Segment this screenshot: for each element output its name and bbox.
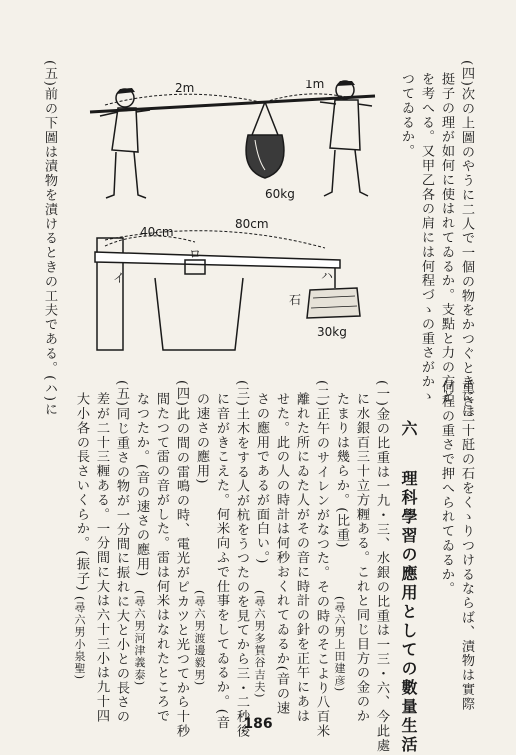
load-bag <box>246 102 284 178</box>
q5-line-1: (五)前の下圖は漬物を漬けるときの工夫である。(ハ)に <box>42 60 57 417</box>
page-number: 186 <box>243 716 273 732</box>
dist-right-label: 1m <box>305 80 325 91</box>
q5-cont-line-1: 重さ三十瓩の石をくゝりつけるならば、漬物は實際 <box>459 380 474 712</box>
item-5-line-3: 大小各の長さいくらか。(振子) <box>74 392 89 592</box>
item-3-source: (尋六男渡邊毅男) <box>193 590 206 687</box>
section-title: 理科學習の應用としての數量生活 <box>399 470 418 755</box>
item-1-line-3: たまりは幾らか。(比重) <box>334 392 349 549</box>
item-5-line-2: 差が二十三糎ある。一分間に大は六十三小は九十四 <box>94 392 109 724</box>
item-4-source: (尋六男河津義泰) <box>133 590 146 687</box>
label-stone: 石 <box>289 293 302 307</box>
item-2-line-2: 離れた所にゐた人がその音に時計の針を正午にあは <box>294 392 309 724</box>
pickle-lever-illustration <box>85 218 375 353</box>
dist-40-label: 40cm <box>140 225 174 239</box>
lever-beam <box>95 252 340 268</box>
q4-line-3: を考へる。又甲乙各の肩には何程づゝの重さがかゝ <box>419 72 434 404</box>
label-i: イ <box>113 271 126 285</box>
item-4-line-2: 間たつて雷の音がした。雷は何米はなれたところで <box>154 392 169 724</box>
q5-cont-line-2: 何程の重さで押へられてゐるか。 <box>439 380 454 596</box>
item-1-line-2: に水銀百三十立方糎ある。これと同じ目方の金のか <box>354 392 369 724</box>
top-weight-label: 60kg <box>265 187 295 201</box>
tub <box>155 278 243 350</box>
item-5-source: (尋六男小泉聖) <box>73 596 86 681</box>
dist-left-label: 2m <box>175 81 195 95</box>
q4-line-1: (四)次の上圖のやうに二人で一個の物をかつぐときには <box>459 60 474 419</box>
item-4-line-3: なつたか。(音の速さの應用) <box>134 392 149 578</box>
item-1-line-1: (一)金の比重は一九・三、水銀の比重は一三・六、今此處 <box>374 380 389 753</box>
item-1-source: (尋六男上田建彦) <box>333 596 346 693</box>
item-3-line-3: の速さの應用) <box>194 392 209 485</box>
carry-illustration <box>80 80 380 210</box>
q4-line-4: つてゐるか。 <box>399 72 414 159</box>
item-2-line-1: (二)正午のサイレンがなつた。その時のそこより八百米 <box>314 380 329 739</box>
bottom-weight-label: 30kg <box>317 325 347 339</box>
label-ha: ハ <box>321 269 334 283</box>
item-5-line-1: (五)同じ重さの物が一分間に振れに大と小との長さの <box>114 380 129 724</box>
stone <box>307 288 360 318</box>
item-4-line-1: (四)此の間の雷鳴の時、電光がピカツと光つてから十秒 <box>174 380 189 739</box>
section-number: 六 <box>399 420 418 439</box>
section-heading <box>397 420 420 755</box>
dist-80-label: 80cm <box>235 218 269 231</box>
label-ro: ロ <box>189 247 202 261</box>
item-2-line-4: さの應用であるが面白い。) <box>254 392 269 565</box>
item-2-source: (尋六男多賀谷吉夫) <box>253 590 266 699</box>
q4-line-2: 挺子の理が如何に使はれてゐるか。支點と力の方と <box>439 72 454 404</box>
item-2-line-3: せた。此の人の時計は何秒おくれてゐるか(音の速 <box>274 392 289 716</box>
item-3-line-2: に音がきこえた。何米向ふで仕事をしてゐるか。(音 <box>214 392 229 730</box>
item-3-line-1: (三)土木をする人が杭をうつたのを見てから三・二秒後 <box>234 380 249 739</box>
